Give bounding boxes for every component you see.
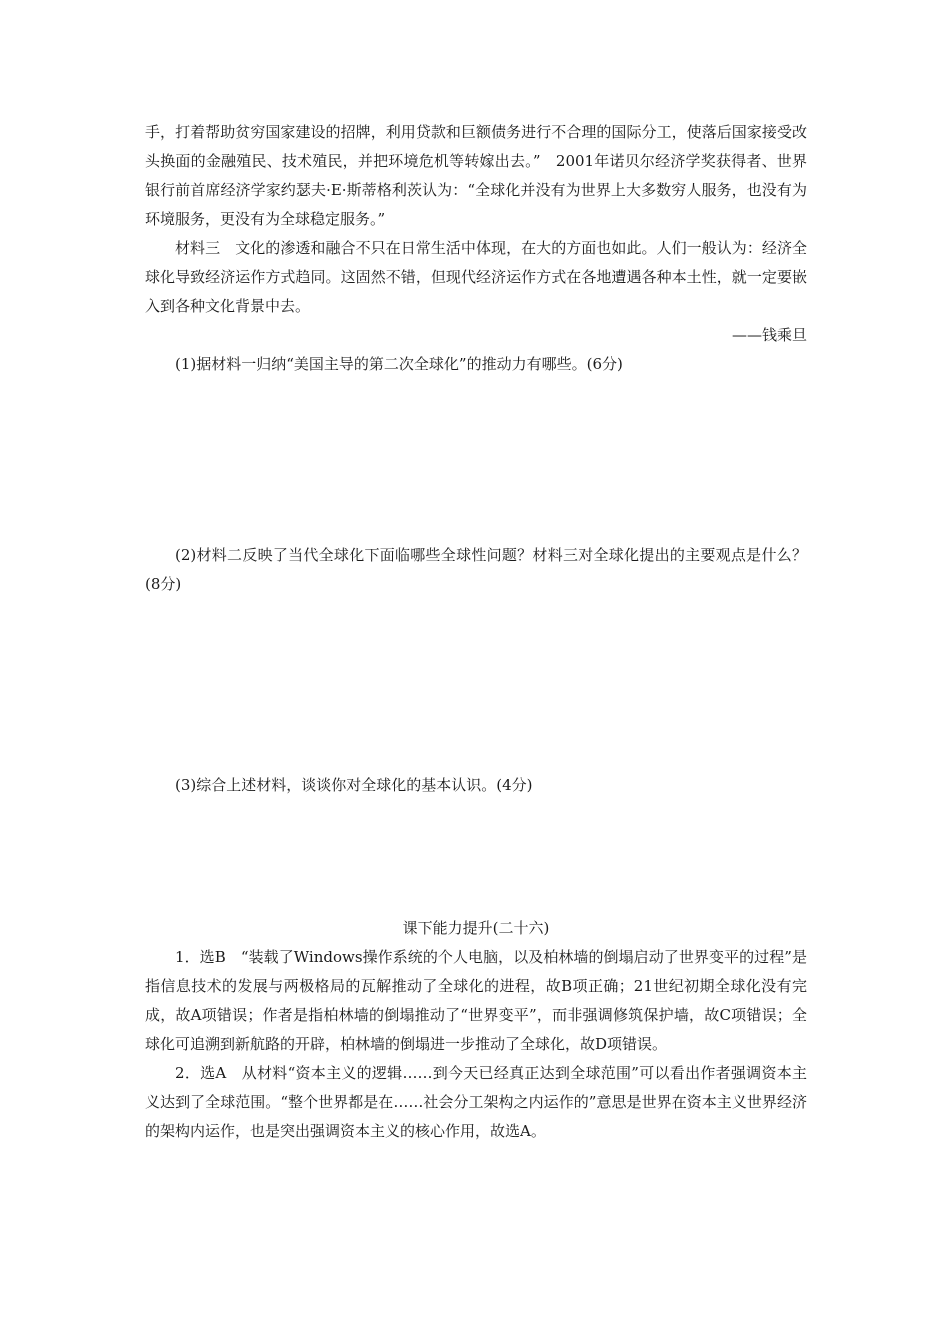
question-3: (3)综合上述材料，谈谈你对全球化的基本认识。(4分)	[175, 776, 533, 794]
answer-space-1	[145, 379, 807, 541]
material-two-continued: 手，打着帮助贫穷国家建设的招牌，利用贷款和巨额债务进行不合理的国际分工，使落后国家接受改头换面的金融殖民、技术殖民，并把环境危机等转嫁出去。” 2001年诺贝尔经济学奖获得者、世界银行前首席经济学家约瑟夫·E·斯蒂格利茨认为：“全球化并没有为世界上大多数穷人服务，也没有为环境服务，更没有为全球稳定服务。”	[145, 123, 807, 228]
document-page	[145, 118, 807, 1146]
answers-section-title: 课下能力提升(二十六)	[402, 919, 550, 937]
material-three: 材料三 文化的渗透和融合不只在日常生活中体现，在大的方面也如此。人们一般认为：经济全球化导致经济运作方式趋同。这固然不错，但现代经济运作方式在各地遭遇各种本土性，就一定要嵌入到各种文化背景中去。	[145, 239, 807, 315]
attribution: ——钱乘旦	[731, 326, 807, 344]
question-2: (2)材料二反映了当代全球化下面临哪些全球性问题？材料三对全球化提出的主要观点是什么？(8分)	[145, 546, 807, 593]
question-1: (1)据材料一归纳“美国主导的第二次全球化”的推动力有哪些。(6分)	[175, 355, 623, 373]
answer-space-3	[145, 800, 807, 914]
answer-2: 2．选A 从材料“资本主义的逻辑……到今天已经真正达到全球范围”可以看出作者强调资本主义达到了全球范围。“整个世界都是在……社会分工架构之内运作的”意思是世界在资本主义世界经济的架构内运作，也是突出强调资本主义的核心作用，故选A。	[145, 1064, 807, 1140]
answer-1: 1．选B “装载了Windows操作系统的个人电脑，以及柏林墙的倒塌启动了世界变平的过程”是指信息技术的发展与两极格局的瓦解推动了全球化的进程，故B项正确；21世纪初期全球化没有完成，故A项错误；作者是指柏林墙的倒塌推动了“世界变平”，而非强调修筑保护墙，故C项错误；全球化可追溯到新航路的开辟，柏林墙的倒塌进一步推动了全球化，故D项错误。	[145, 948, 807, 1053]
answer-space-2	[145, 599, 807, 771]
